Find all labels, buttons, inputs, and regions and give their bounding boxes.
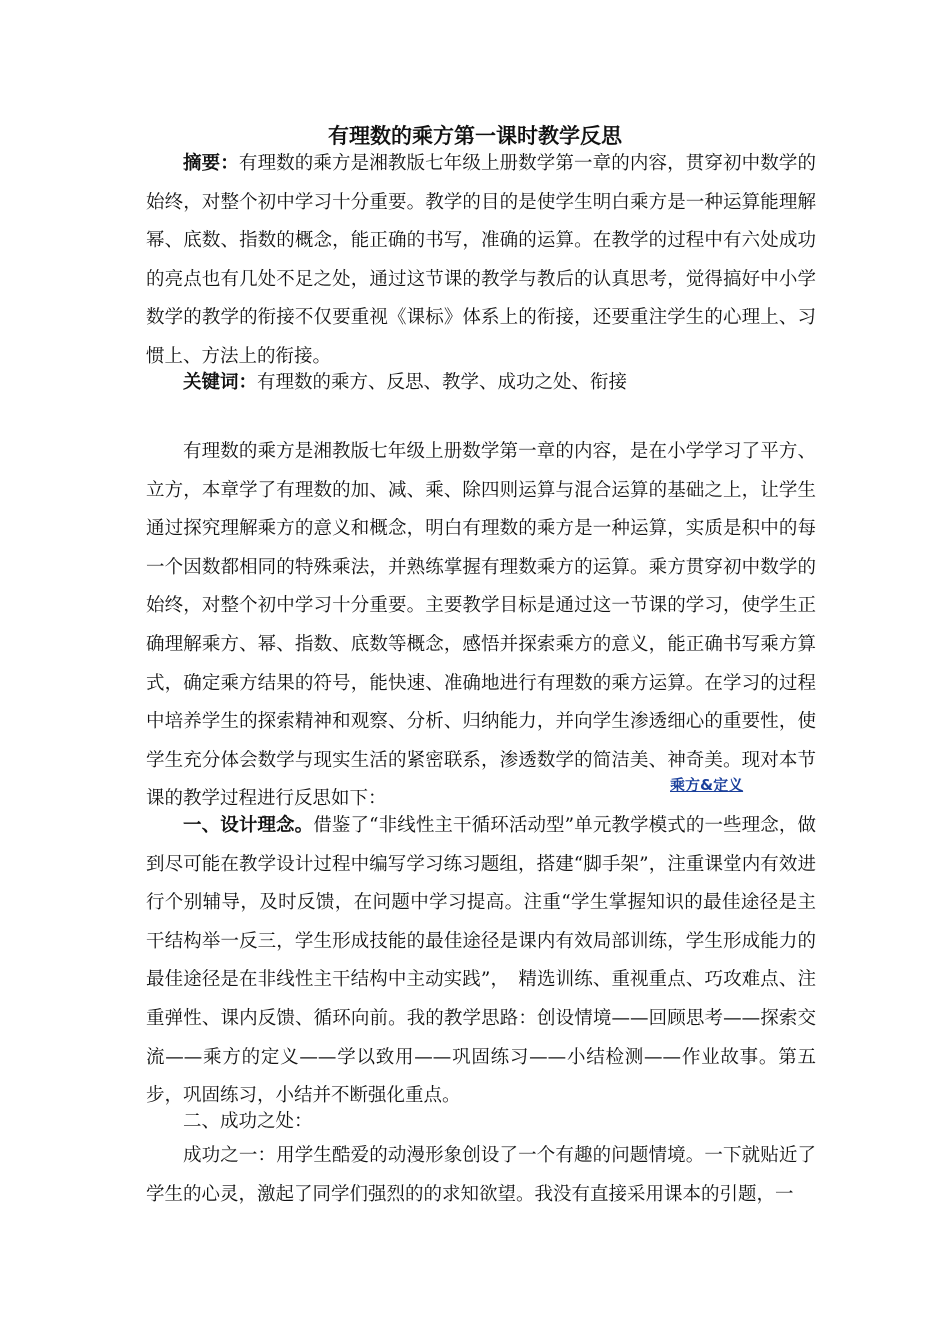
- section-success-heading: 二、成功之处：: [183, 1111, 313, 1132]
- abstract-text: 有理数的乘方是湘教版七年级上册数学第一章的内容，贯穿初中数学的始终，对整个初中学习十分重要。教学的目的是使学生明白乘方是一种运算能理解幂、底数、指数的概念，能正确的书写，准确的运算。在教学的过程中有六处成功的亮点也有几处不足之处，通过这节课的教学与教后的认真思考，觉得搞好中小学数学的教学的衔接不仅要重视《课标》体系上的衔接，还要重注学生的心理上、习惯上、方法上的衔接。: [146, 153, 816, 367]
- keywords-text: 有理数的乘方、反思、教学、成功之处、衔接: [257, 372, 628, 393]
- keywords-label: 关键词：: [183, 372, 258, 393]
- abstract-label: 摘要：: [183, 153, 239, 174]
- abstract-paragraph: [146, 145, 816, 377]
- section-design-text: 借鉴了“非线性主干循环活动型”单元教学模式的一些理念，做到尽可能在教学设计过程中编写学习练习题组，搭建“脚手架”，注重课堂内有效进行个别辅导，及时反馈，在问题中学习提高。注重“学生掌握知识的最佳途径是主干结构举一反三，学生形成技能的最佳途径是课内有效局部训练，学生形成能力的最佳途径是在非线性主干结构中主动实践”， 精选训练、重视重点、巧攻难点、注重弹性、课内反馈、循环向前。我的教学思路：创设情境——回顾思考——探索交流——乘方的定义——学以致用——巩固练习——小结检测——作业故事。第五步，巩固练习，小结并不断强化重点。: [146, 815, 816, 1107]
- intro-paragraph: 有理数的乘方是湘教版七年级上册数学第一章的内容，是在小学学习了平方、立方，本章学了有理数的加、减、乘、除四则运算与混合运算的基础之上，让学生通过探究理解乘方的意义和概念，明白有理数的乘方是一种运算，实质是积中的每一个因数都相同的特殊乘法，并熟练掌握有理数乘方的运算。乘方贯穿初中数学的始终，对整个初中学习十分重要。主要教学目标是通过这一节课的学习，使学生正确理解乘方、幂、指数、底数等概念，感悟并探索乘方的意义，能正确书写乘方算式，确定乘方结果的符号，能快速、准确地进行有理数的乘方运算。在学习的过程中培养学生的探索精神和观察、分析、归纳能力，并向学生渗透细心的重要性，使学生充分体会数学与现实生活的紧密联系，渗透数学的简洁美、神奇美。现对本节课的教学过程进行反思如下：: [146, 441, 816, 810]
- definition-link[interactable]: 乘方&定义: [670, 776, 744, 794]
- keywords-paragraph: [146, 364, 816, 403]
- page-title: 有理数的乘方第一课时教学反思: [328, 124, 622, 148]
- section-design-heading: 一、设计理念。: [183, 815, 314, 836]
- section-design-concept: [146, 807, 816, 1116]
- success-one-paragraph: 成功之一：用学生酷爱的动漫形象创设了一个有趣的问题情境。一下就贴近了学生的心灵，激起了同学们强烈的的求知欲望。我没有直接采用课本的引题，一: [146, 1145, 816, 1205]
